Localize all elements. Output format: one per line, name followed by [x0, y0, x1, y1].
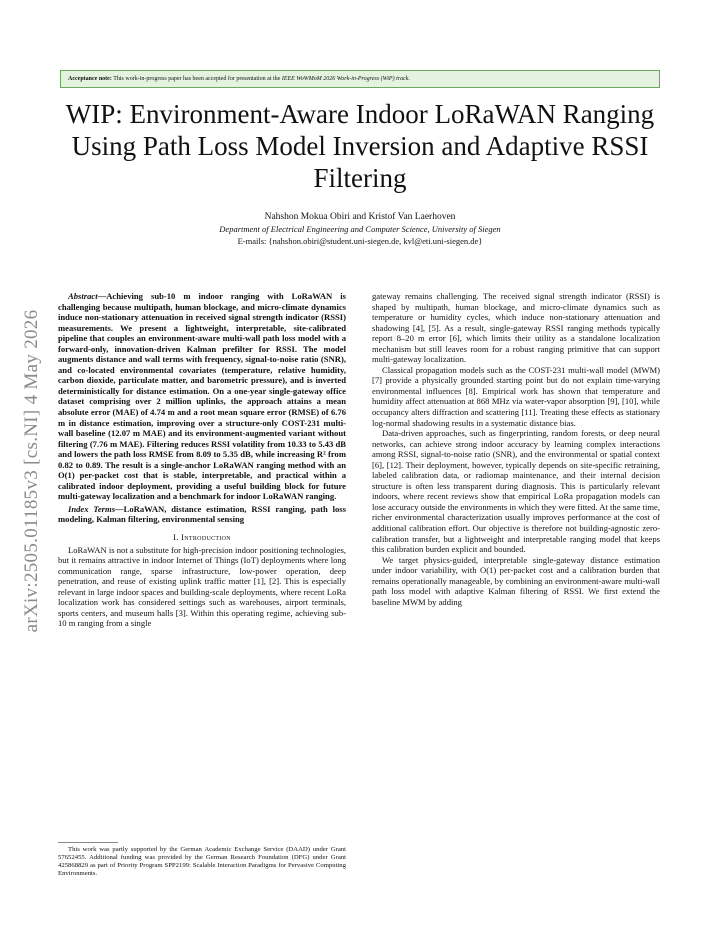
section-number: I. — [173, 532, 182, 543]
footnote-rule — [58, 842, 118, 843]
paragraph: Classical propagation models such as the COST-231 multi-wall model (MWM) [7] provide a physically grounded starting point but do not explain time-varying environmental influences [8]. Empirical work has shown that temperature and humidity affect attenuation at 868 MHz via water-vapor absorption [9], [10], while occupancy alters diffraction and scattering [11]. Treating these effects as stationary log-normal shadowing results in a systematic distance bias. — [372, 364, 660, 428]
acceptance-note-end: . — [408, 76, 410, 82]
abstract-text: —Achieving sub-10 m indoor ranging with LoRaWAN is challenging because multipath, human blockage, and micro-climate dynamics induce non-stationary attenuation in received signal strength indicator (RSSI) measurements. We present a lightweight, interpretable, site-calibrated pipeline that couples an environment-aware multi-wall path loss model with a forward-only, innovation-driven Kalman prefilter for RSSI. The model augments distance and wall terms with frequency, signal-to-noise ratio (SNR), and co-located environmental covariates (temperature, relative humidity, carbon dioxide, particulate matter, and barometric pressure), and is inverted deterministically for distance estimation. On a one-year single-gateway office dataset comprising over 2 million uplinks, the approach attains a mean absolute error (MAE) of 4.74 m and a root mean square error (RMSE) of 6.76 m in distance estimation, improving over a structure-only COST-231 multi-wall baseline (12.07 m MAE) and its environment-augmented variant without filtering (7.76 m MAE). Filtering reduces RSSI volatility from 10.33 to 5.43 dB and lowers the path loss RMSE from 8.09 to 5.35 dB, while increasing R² from 0.82 to 0.89. The result is a single-anchor LoRaWAN ranging method with an O(1) per-packet cost that is stable, interpretable, and practical within a calibrated indoor deployment, providing a useful building block for future multi-gateway localization and a benchmark for indoor LoRaWAN ranging. — [58, 291, 346, 502]
paper-title: WIP: Environment-Aware Indoor LoRaWAN Ranging Using Path Loss Model Inversion and Adaptive RSSI Filtering — [65, 99, 655, 193]
left-column — [58, 291, 346, 629]
acceptance-note — [60, 70, 660, 88]
arxiv-sidebar — [16, 276, 48, 666]
emails: E-mails: {nahshon.obiri@student.uni-siegen.de, kvl@eti.uni-siegen.de} — [237, 236, 483, 246]
paragraph: gateway remains challenging. The received signal strength indicator (RSSI) is shaped by multipath, human blockage, and micro-climate dynamics such as temperature or humidity cycles, which induce non-stationary attenuation and shadowing [4], [5]. As a result, single-gateway RSSI ranging methods typically report 8–20 m error [6], which limits their utility as a standalone localization mechanism but still leaves room for a robust ranging primitive that can support multi-gateway localization. — [372, 291, 660, 365]
acceptance-note-label: Acceptance note: — [68, 76, 112, 82]
right-column — [372, 291, 660, 607]
paragraph: LoRaWAN is not a substitute for high-precision indoor positioning technologies, but it remains attractive in indoor Internet of Things (IoT) deployments where long communication range, sparse infrastructure, low-power operation, deep penetration, and reuse of existing uplink traffic matter [1], [2]. This is especially relevant in large indoor spaces and building-scale deployments, where recent LoRa localization work has considered settings such as warehouses, airport terminals, sports centers, and museum halls [3]. Within this operating regime, achieving sub-10 m ranging from a single — [58, 544, 346, 629]
arxiv-id[interactable]: arXiv:2505.01185v3 [cs.NI] 4 May 2026 — [21, 309, 42, 633]
affiliation: Department of Electrical Engineering and Computer Science, University of Siegen — [219, 224, 501, 234]
footnote: This work was partly supported by the German Academic Exchange Service (DAAD) under Grant 57652455. Additional funding was provided by the German Research Foundation (DFG) under Grant 425868829 as part of Priority Program SPP2199: Scalable Interaction Paradigms for Pervasive Computing Environments. — [58, 846, 346, 878]
acceptance-note-text: This work-in-progress paper has been accepted for presentation at the — [111, 76, 282, 82]
paragraph: Data-driven approaches, such as fingerprinting, random forests, or deep neural networks, can achieve strong indoor accuracy by learning complex interactions among RSSI, signal-to-noise ratio (SNR), and the environmental or spatial context [6], [12]. Their deployment, however, typically depends on site-specific retraining, labeled calibration data, or radiomap maintenance, and their internal decision structure is often less transparent during diagnosis. This is particularly relevant indoors, where recent reviews show that empirical LoRa propagation models can lose accuracy outside the environments in which they were fitted. At the same time, richer environmental characterization usually improves performance at the cost of additional calibration effort. Our objective is therefore not building-agnostic zero-calibration transfer, but a lightweight and interpretable ranging model that keeps this calibration burden explicit and bounded. — [372, 428, 660, 555]
authors: Nahshon Mokua Obiri and Kristof Van Laerhoven — [264, 212, 456, 222]
index-terms — [58, 504, 346, 525]
index-terms-text: —LoRaWAN, distance estimation, RSSI ranging, path loss modeling, Kalman filtering, environmental sensing — [58, 503, 346, 525]
abstract — [58, 291, 346, 502]
section-title: Introduction — [181, 532, 231, 543]
index-terms-label: Index Terms — [68, 503, 116, 514]
acceptance-note-venue: IEEE WoWMoM 2026 Work-in-Progress (WiP) track — [281, 76, 409, 82]
abstract-label: Abstract — [68, 291, 98, 301]
section-heading — [58, 532, 346, 543]
paragraph: We target physics-guided, interpretable single-gateway distance estimation under indoor variability, with O(1) per-packet cost and a calibration burden that remains operationally manageable, by combining an environment-aware multi-wall path loss model with adaptive Kalman filtering of RSSI. We first extend the baseline MWM by adding — [372, 554, 660, 607]
